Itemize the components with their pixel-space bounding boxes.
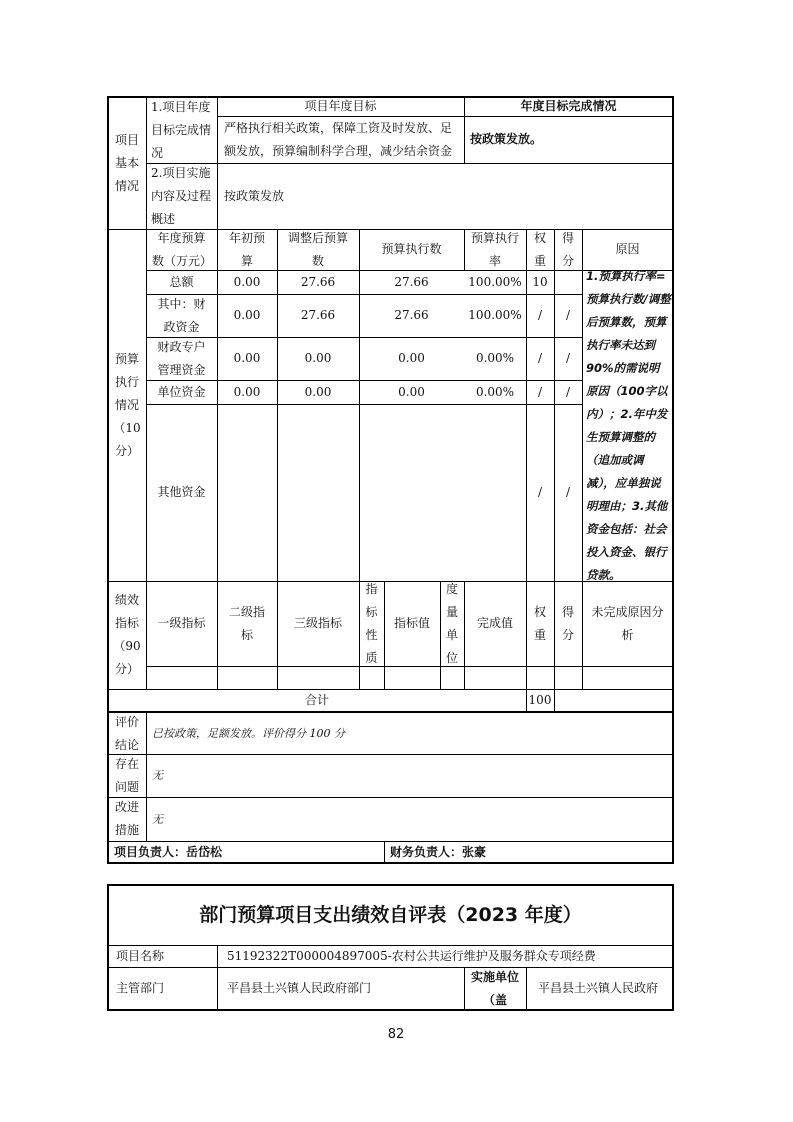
budget-cell-rate: 0.00% bbox=[475, 351, 515, 365]
budget-cell-score: / bbox=[565, 351, 571, 365]
impl-label bbox=[146, 163, 217, 229]
issues-text-value: 无 bbox=[152, 769, 163, 782]
header-text: 预算执行率 bbox=[471, 230, 520, 268]
budget-cell-name: 其中：财政资金 bbox=[157, 296, 206, 334]
performance-header-1: 二级指标 bbox=[228, 604, 265, 642]
total-weight bbox=[526, 689, 554, 711]
budget-cell-weight: / bbox=[537, 308, 543, 322]
grid-line-h bbox=[146, 666, 673, 667]
completion-header bbox=[464, 97, 673, 116]
completion-header-text: 年度目标完成情况 bbox=[520, 99, 617, 113]
budget-cell-name: 其他资金 bbox=[157, 485, 206, 499]
budget-cell-adjusted: 27.66 bbox=[300, 274, 336, 289]
dept-value-text: 平昌县土兴镇人民政府部门 bbox=[227, 981, 372, 995]
budget-cell-rate: 100.00% bbox=[468, 274, 522, 289]
budget-section-label-text: 预算执行情况（10分） bbox=[113, 351, 141, 458]
impl-unit-value-text: 平昌县土兴镇人民政府 bbox=[538, 981, 659, 995]
budget-cell-score: / bbox=[565, 308, 571, 322]
conclusion-label bbox=[108, 713, 146, 754]
performance-header-5: 度量单位 bbox=[446, 581, 459, 665]
budget-header-name bbox=[146, 229, 217, 270]
budget-cell-initial: 0.00 bbox=[233, 308, 261, 322]
budget-cell-adjusted: 27.66 bbox=[300, 308, 336, 322]
page-number bbox=[346, 1024, 446, 1044]
budget-cell-score bbox=[554, 270, 582, 294]
goal-header bbox=[217, 97, 464, 116]
project-name-label-text: 项目名称 bbox=[116, 948, 165, 963]
budget-cell-initial: 0.00 bbox=[233, 351, 261, 365]
performance-header-7: 权重 bbox=[533, 604, 546, 642]
measures-label-text: 改进措施 bbox=[114, 800, 139, 837]
header-text: 权重 bbox=[533, 230, 546, 268]
performance-section-label-text: 绩效指标（90分） bbox=[113, 593, 141, 676]
budget-cell-score: / bbox=[565, 384, 571, 399]
budget-header-weight bbox=[526, 229, 554, 270]
budget-cell-weight: / bbox=[537, 351, 543, 365]
project-lead-text: 项目负责人：岳岱松 bbox=[114, 844, 223, 859]
issues-text bbox=[146, 754, 673, 797]
goal-header-text: 项目年度目标 bbox=[304, 99, 377, 113]
performance-header-4: 指标值 bbox=[393, 616, 430, 630]
budget-cell-name: 财政专户管理资金 bbox=[157, 339, 206, 377]
header-text: 原因 bbox=[615, 242, 640, 256]
impl-unit-label-text: 实施单位（盖 bbox=[470, 969, 519, 1007]
goal-text bbox=[217, 116, 464, 163]
budget-cell-executed: 0.00 bbox=[398, 351, 425, 365]
header-text: 年度预算数（万元） bbox=[152, 230, 213, 268]
dept-value bbox=[217, 967, 464, 1010]
finance-lead-text: 财务负责人：张豪 bbox=[390, 844, 487, 859]
budget-cell-initial: 0.00 bbox=[233, 384, 261, 399]
budget-cell-rate bbox=[464, 404, 526, 581]
basic-section-label bbox=[108, 97, 146, 229]
goal-text-value: 严格执行相关政策，保障工资及时发放、足额发放，预算编制科学合理，减少结余资金 bbox=[224, 120, 453, 158]
header-text: 得分 bbox=[561, 230, 574, 268]
next-table-title bbox=[108, 885, 673, 945]
performance-header-0: 一级指标 bbox=[157, 616, 206, 630]
budget-cell-weight: 10 bbox=[532, 274, 548, 289]
budget-cell-initial bbox=[217, 404, 277, 581]
budget-cell-weight: / bbox=[537, 384, 543, 399]
conclusion-text bbox=[146, 713, 673, 754]
reason-note-text: 1.预算执行率=预算执行数/调整后预算数，预算执行率未达到90%的需说明原因（100字以内）；2.年中发生预算调整的（追加或调减），应单独说明理由；3.其他资金包括：社会投入资金、银行贷款。 bbox=[586, 268, 671, 582]
budget-header-score bbox=[554, 229, 582, 270]
issues-label bbox=[108, 754, 146, 797]
budget-cell-executed: 27.66 bbox=[394, 308, 429, 322]
basic-section-label-text: 项目基本情况 bbox=[114, 132, 139, 193]
impl-unit-label bbox=[464, 967, 526, 1010]
total-weight-text: 100 bbox=[528, 692, 552, 707]
measures-text bbox=[146, 797, 673, 841]
issues-label-text: 存在问题 bbox=[114, 756, 139, 794]
performance-header-8: 得分 bbox=[561, 604, 574, 642]
measures-label bbox=[108, 797, 146, 841]
goal-label-text: 1.项目年度目标完成情况 bbox=[151, 99, 212, 160]
budget-cell-weight: / bbox=[537, 485, 543, 499]
reason-note bbox=[582, 270, 673, 581]
performance-header-2: 三级指标 bbox=[293, 616, 342, 630]
budget-cell-adjusted: 0.00 bbox=[304, 351, 332, 365]
budget-header-rate bbox=[464, 229, 526, 270]
impl-text-value: 按政策发放 bbox=[224, 188, 285, 203]
conclusion-label-text: 评价结论 bbox=[114, 714, 139, 752]
budget-header-executed bbox=[359, 229, 464, 270]
performance-section-label bbox=[108, 581, 146, 689]
budget-cell-executed: 27.66 bbox=[394, 274, 429, 289]
header-text: 年初预算 bbox=[228, 230, 265, 268]
goal-label bbox=[146, 97, 217, 163]
budget-cell-adjusted bbox=[277, 404, 359, 581]
budget-cell-rate: 100.00% bbox=[468, 308, 522, 322]
budget-header-adjusted bbox=[277, 229, 359, 270]
project-name-value-text: 51192322T000004897005-农村公共运行维护及服务群众专项经费 bbox=[227, 948, 596, 963]
next-table-title-text: 部门预算项目支出绩效自评表（2023 年度） bbox=[199, 903, 582, 926]
finance-lead bbox=[384, 841, 673, 863]
header-text: 预算执行数 bbox=[381, 242, 442, 256]
budget-cell-name: 单位资金 bbox=[157, 384, 206, 399]
budget-cell-name: 总额 bbox=[169, 274, 194, 289]
budget-cell-executed bbox=[359, 404, 464, 581]
performance-header-9: 未完成原因分析 bbox=[591, 604, 664, 642]
measures-text-value: 无 bbox=[152, 812, 163, 826]
total-label-text: 合计 bbox=[304, 692, 329, 707]
completion-text-value: 按政策发放。 bbox=[470, 132, 543, 146]
impl-text bbox=[217, 163, 673, 229]
dept-label bbox=[108, 967, 217, 1010]
project-lead bbox=[108, 841, 384, 863]
performance-header-3: 指标性质 bbox=[365, 581, 378, 665]
project-name-value bbox=[217, 945, 673, 967]
budget-cell-score: / bbox=[565, 485, 571, 499]
project-name-label bbox=[108, 945, 217, 967]
page-number-text: 82 bbox=[387, 1026, 405, 1042]
impl-unit-value bbox=[526, 967, 673, 1010]
budget-section-label bbox=[108, 229, 146, 581]
impl-label-text: 2.项目实施内容及过程概述 bbox=[151, 165, 212, 226]
conclusion-text-value: 已按政策，足额发放。评价得分 100 分 bbox=[152, 727, 345, 740]
total-label bbox=[108, 689, 526, 711]
dept-label-text: 主管部门 bbox=[116, 981, 165, 995]
budget-cell-rate: 0.00% bbox=[475, 384, 515, 399]
completion-text bbox=[464, 116, 673, 163]
performance-header-6: 完成值 bbox=[476, 616, 513, 630]
budget-cell-adjusted: 0.00 bbox=[304, 384, 332, 399]
budget-cell-executed: 0.00 bbox=[398, 384, 425, 399]
budget-cell-initial: 0.00 bbox=[233, 274, 261, 289]
header-text: 调整后预算数 bbox=[287, 230, 348, 268]
budget-header-initial bbox=[217, 229, 277, 270]
